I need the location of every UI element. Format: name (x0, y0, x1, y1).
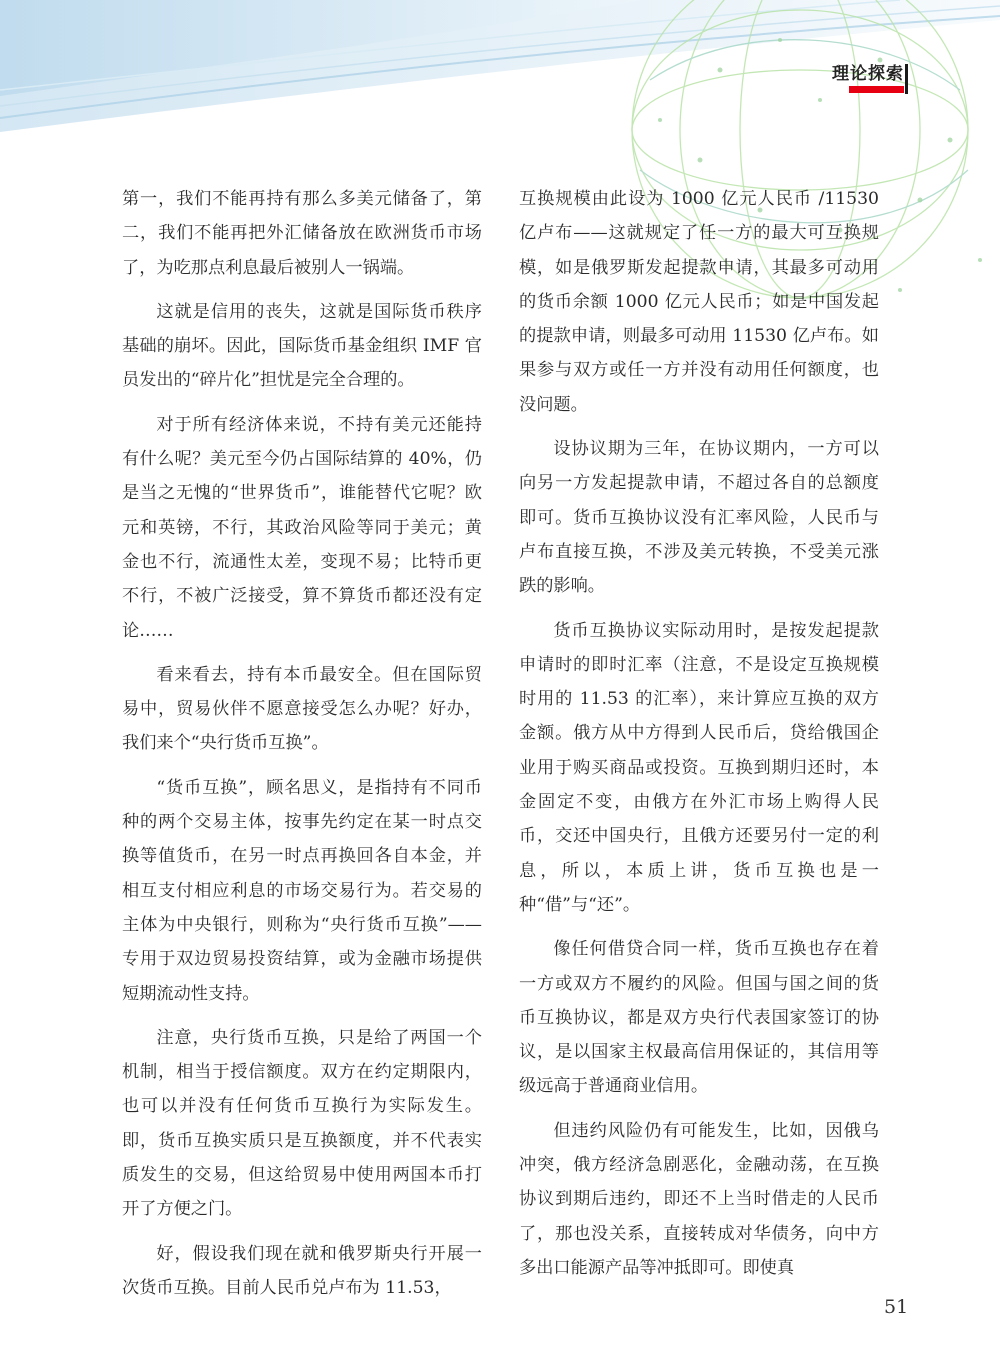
paragraph: 第一，我们不能再持有那么多美元储备了，第二，我们不能再把外汇储备放在欧洲货币市场了，为吃那点利息最后被别人一锅端。 (122, 189, 482, 278)
paragraph: 看来看去，持有本币最安全。但在国际贸易中，贸易伙伴不愿意接受怎么办呢？好办，我们来个“央行货币互换”。 (122, 664, 482, 754)
section-title: 理论探索 (832, 64, 904, 84)
paragraph: 对于所有经济体来说，不持有美元还能持有什么呢？美元至今仍占国际结算的 40%，仍是当之无愧的“世界货币”，谁能替代它呢？欧元和英镑，不行，其政治风险等同于美元；黄金也不行，流通性太差，变现不易；比特币更不行，不被广泛接受，算不算货币都还没有定论…… (122, 414, 482, 641)
paragraph: 像任何借贷合同一样，货币互换也存在着一方或双方不履约的风险。但国与国之间的货币互换协议，都是双方央行代表国家签订的协议，是以国家主权最高信用保证的，其信用等级远高于普通商业信用。 (519, 939, 879, 1097)
left-column (122, 182, 482, 1315)
section-title-underline (849, 86, 904, 93)
right-column (519, 182, 879, 1295)
paragraph: 但违约风险仍有可能发生，比如，因俄乌冲突，俄方经济急剧恶化，金融动荡，在互换协议到期后违约，即还不上当时借走的人民币了，那也没关系，直接转成对华债务，向中方多出口能源产品等冲抵即可。即使真 (519, 1120, 879, 1278)
paragraph: 设协议期为三年，在协议期内，一方可以向另一方发起提款申请，不超过各自的总额度即可。货币互换协议没有汇率风险，人民币与卢布直接互换，不涉及美元转换，不受美元涨跌的影响。 (519, 439, 879, 597)
paragraph: 好，假设我们现在就和俄罗斯央行开展一次货币互换。目前人民币兑卢布为 11.53， (122, 1243, 482, 1298)
section-tag (832, 64, 904, 84)
paragraph: 货币互换协议实际动用时，是按发起提款申请时的即时汇率（注意，不是设定互换规模时用的 11.53 的汇率），来计算应互换的双方金额。俄方从中方得到人民币后，贷给俄国企业用于购买商品或投资。互换到期归还时，本金固定不变，由俄方在外汇市场上购得人民币，交还中国央行，且俄方还要另付一定的利息，所以，本质上讲，货币互换也是一种“借”与“还”。 (519, 620, 879, 915)
page-number: 51 (884, 1296, 909, 1318)
section-divider-bar (905, 64, 908, 94)
paragraph: 这就是信用的丧失，这就是国际货币秩序基础的崩坏。因此，国际货币基金组织 IMF 官员发出的“碎片化”担忧是完全合理的。 (122, 301, 482, 391)
paragraph: 注意，央行货币互换，只是给了两国一个机制，相当于授信额度。双方在约定期限内，也可以并没有任何货币互换行为实际发生。即，货币互换实质只是互换额度，并不代表实质发生的交易，但这给贸易中使用两国本币打开了方便之门。 (122, 1027, 482, 1220)
paragraph: 互换规模由此设为 1000 亿元人民币 /11530 亿卢布——这就规定了任一方的最大可互换规模，如是俄罗斯发起提款申请，其最多可动用的货币余额 1000 亿元人民币；如是中国发起的提款申请，则最多可动用 11530 亿卢布。如果参与双方或任一方并没有动用任何额度，也没问题。 (519, 189, 879, 415)
paragraph: “货币互换”，顾名思义，是指持有不同币种的两个交易主体，按事先约定在某一时点交换等值货币，在另一时点再换回各自本金，并相互支付相应利息的市场交易行为。若交易的主体为中央银行，则称为“央行货币互换”——专用于双边贸易投资结算，或为金融市场提供短期流动性支持。 (122, 777, 482, 1004)
